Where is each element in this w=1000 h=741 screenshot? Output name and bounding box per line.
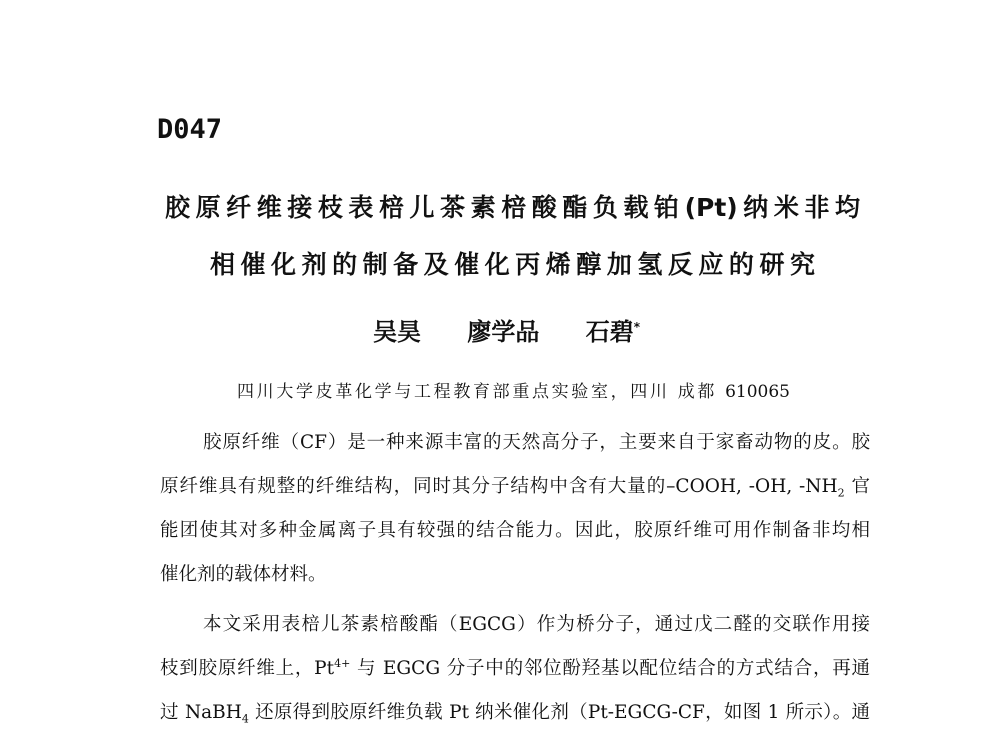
text-segment: 过 NaBH bbox=[160, 702, 242, 723]
text-segment: 与 EGCG 分子中的邻位酚羟基以配位结合的方式结合，再通 bbox=[350, 658, 870, 679]
text-line: 催化剂的载体材料。 bbox=[160, 564, 327, 585]
text-segment: 枝到胶原纤维上，Pt bbox=[160, 658, 335, 679]
superscript: 4+ bbox=[334, 656, 351, 670]
corresponding-author-mark: * bbox=[633, 320, 640, 334]
author-name: 吴昊 bbox=[373, 318, 421, 346]
text-line: 胶原纤维（CF）是一种来源丰富的天然高分子，主要来自于家畜动物的皮。胶 bbox=[203, 432, 870, 453]
author bbox=[467, 318, 539, 346]
paper-code: D047 bbox=[157, 114, 223, 145]
text-segment: 官 bbox=[844, 476, 870, 497]
text-segment: 还原得到胶原纤维负载 Pt 纳米催化剂（Pt-EGCG-CF，如图 1 所示）。通 bbox=[248, 702, 870, 723]
subscript: 2 bbox=[837, 486, 845, 500]
paper-title-line-2: 相催化剂的制备及催化丙烯醇加氢反应的研究 bbox=[210, 250, 815, 279]
paper-title-line-1: 胶原纤维接枝表棓儿茶素棓酸酯负载铂(Pt)纳米非均 bbox=[165, 193, 860, 222]
text-line bbox=[160, 472, 870, 500]
author-name: 廖学品 bbox=[467, 318, 540, 346]
text-segment: 原纤维具有规整的纤维结构，同时其分子结构中含有大量的–COOH, -OH, -NH bbox=[160, 476, 838, 497]
text-line bbox=[160, 654, 870, 680]
text-line: 能团使其对多种金属离子具有较强的结合能力。因此，胶原纤维可用作制备非均相 bbox=[160, 520, 870, 541]
subscript: 4 bbox=[241, 712, 249, 726]
author bbox=[373, 318, 421, 346]
author-list bbox=[373, 312, 640, 347]
affiliation: 四川大学皮革化学与工程教育部重点实验室，四川 成都 610065 bbox=[237, 382, 790, 402]
text-line bbox=[160, 698, 870, 726]
author bbox=[586, 318, 640, 346]
text-line: 本文采用表棓儿茶素棓酸酯（EGCG）作为桥分子，通过戊二醛的交联作用接 bbox=[203, 614, 870, 635]
author-name: 石碧 bbox=[585, 318, 634, 346]
